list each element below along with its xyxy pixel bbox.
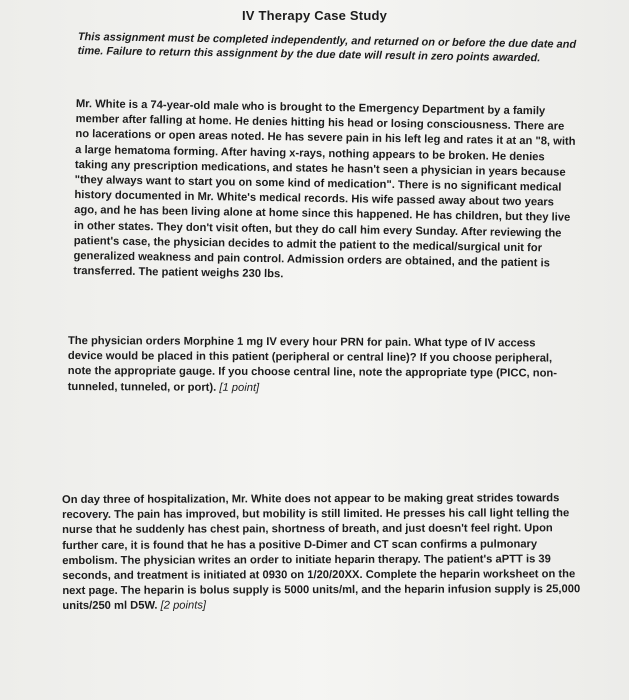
question-iv-access xyxy=(68,334,573,397)
question-heparin-points: [2 points] xyxy=(160,599,207,613)
question-iv-access-text: The physician orders Morphine 1 mg IV every hour PRN for pain. What type of IV access device would be placed in this patient (peripheral or central line)? If you choose peripheral, note the appropriate gauge. If you choose central line, note the appropriate type (PICC, non-tunneled, tunneled, or port). xyxy=(67,335,558,394)
question-heparin-text: On day three of hospitalization, Mr. White does not appear to be making great strides towards recovery. The pain has improved, but mobility is still limited. He presses his call light telling the nurse that he suddenly has chest pain, shortness of breath, and just doesn't feel right. Upon further care, it is found that he has a positive D-Dimer and CT scan confirms a pulmonary embolism. The physician writes an order to initiate heparin therapy. The patient's aPTT is 39 seconds, and treatment is initiated at 0930 on 1/20/20XX. Complete the heparin worksheet on the next page. The heparin is bolus supply is 5000 units/ml, and the heparin infusion supply is 25,000 units/250 ml D5W. xyxy=(62,492,581,613)
question-heparin xyxy=(62,491,587,614)
page-title: IV Therapy Case Study xyxy=(241,8,388,23)
case-description-paragraph: Mr. White is a 74-year-old male who is brought to the Emergency Department by a family member after falling at home. He denies hitting his head or losing consciousness. There are no lacerations or open areas noted. He has severe pain in his left leg and rates it at an "8, with a large hematoma forming. After having x-rays, nothing appears to be broken. He denies taking any prescription medications, and states he hasn't seen a physician in years because "they always want to start you on some kind of medication". There is no significant medical history documented in Mr. White's medical records. His wife passed away about two years ago, and he has been living alone at home since this happened. He has children, but they live in other states. They don't visit often, but they do call him every Sunday. After reviewing the patient's case, the physician decides to admit the patient to the medical/surgical unit for generalized weakness and pain control. Admission orders are obtained, and the patient is transferred. The patient weighs 230 lbs. xyxy=(73,97,576,281)
question-iv-access-points: [1 point] xyxy=(219,381,260,394)
assignment-warning: This assignment must be completed independently, and returned on or before the due date and time. Failure to return this assignment by the due date will result in zero points awarded. xyxy=(77,30,577,65)
